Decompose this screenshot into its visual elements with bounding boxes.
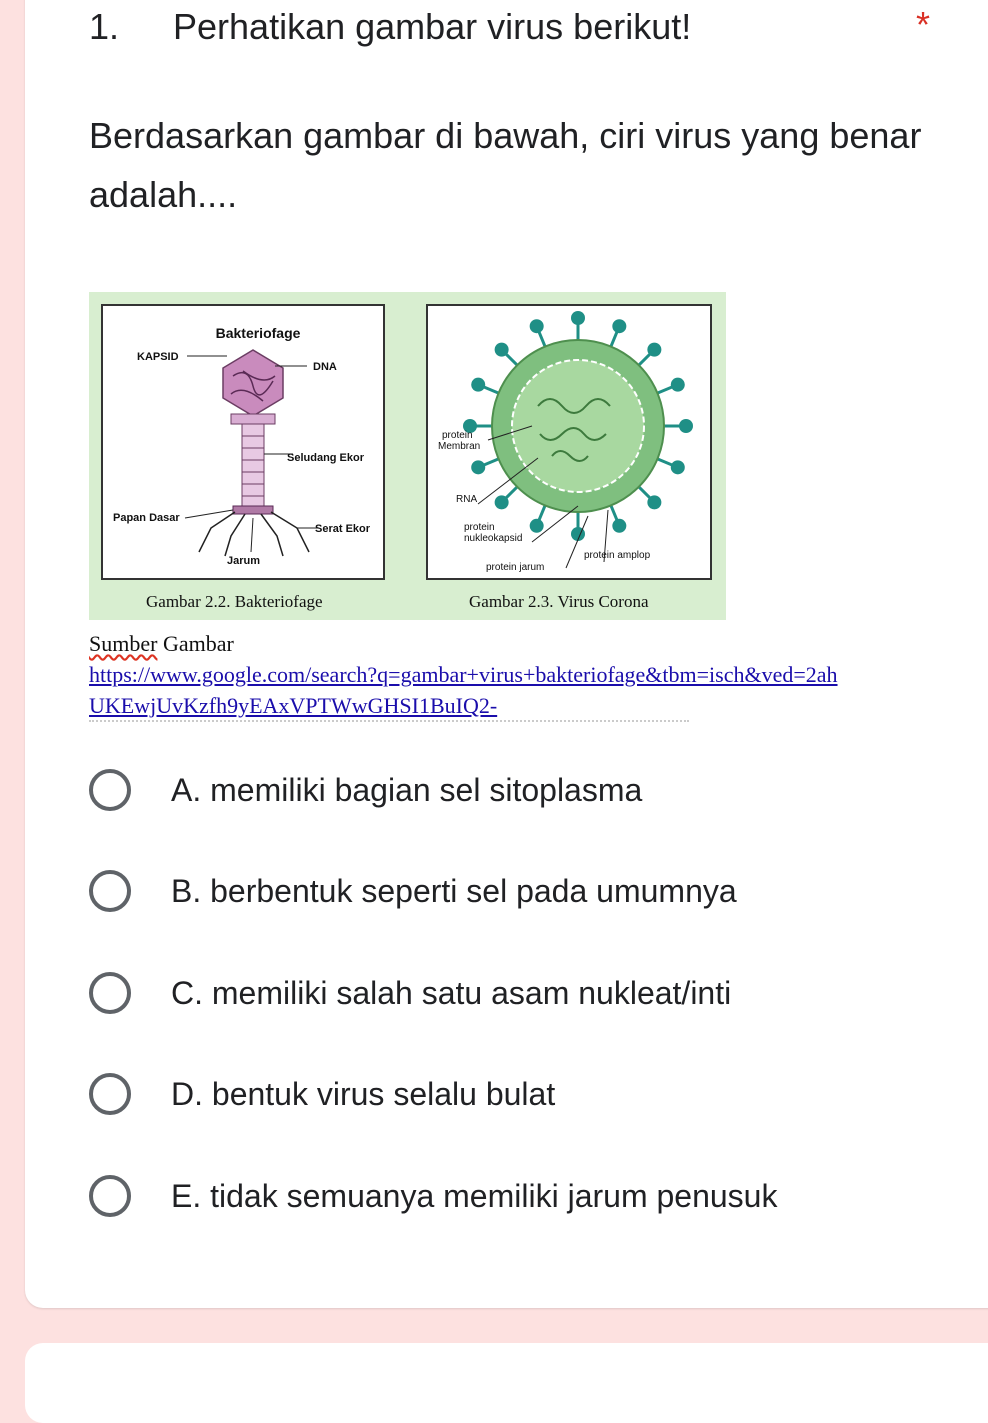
option-b[interactable]: [89, 863, 737, 919]
option-e[interactable]: [89, 1168, 777, 1224]
option-label: D. bentuk virus selalu bulat: [171, 1075, 556, 1112]
spike-head: [471, 378, 485, 392]
bacteriophage-panel: [101, 304, 385, 580]
radio-button[interactable]: [89, 972, 131, 1014]
label-protein-membran-1: protein: [442, 430, 473, 441]
label-jarum: Jarum: [227, 555, 261, 567]
bacteriophage-title: Bakteriofage: [215, 325, 301, 341]
label-papan-dasar: Papan Dasar: [113, 512, 180, 524]
spike-head: [671, 460, 685, 474]
source-link-line-1[interactable]: https://www.google.com/search?q=gambar+virus+bakteriofage&tbm=isch&ved=2ah: [89, 662, 838, 687]
source-label-rest: Gambar: [157, 631, 234, 656]
spike-head: [671, 378, 685, 392]
question-description: Berdasarkan gambar di bawah, ciri virus yang benar adalah....: [89, 115, 922, 215]
spike-head: [530, 519, 544, 533]
tail-fiber: [199, 512, 235, 552]
radio-button[interactable]: [89, 769, 131, 811]
spike-head: [495, 495, 509, 509]
source-label-word: Sumber: [89, 631, 158, 656]
question-image: [89, 292, 726, 620]
spike-head: [571, 311, 585, 325]
base-plate-shape: [233, 506, 273, 514]
spike-head: [612, 519, 626, 533]
label-rna: RNA: [456, 494, 478, 505]
option-a[interactable]: [89, 762, 642, 818]
radio-button[interactable]: [89, 1073, 131, 1115]
cropped-text-line: [89, 720, 689, 756]
label-serat-ekor: Serat Ekor: [315, 523, 371, 535]
corona-diagram: [428, 306, 710, 578]
next-question-card: [25, 1343, 988, 1423]
label-kapsid: KAPSID: [137, 351, 179, 363]
spike-head: [495, 343, 509, 357]
option-c[interactable]: [89, 965, 731, 1021]
image-source: [89, 628, 949, 721]
collar-shape: [231, 414, 275, 424]
required-marker: *: [916, 4, 931, 45]
option-label: E. tidak semuanya memiliki jarum penusuk: [171, 1177, 778, 1214]
spike-head: [647, 495, 661, 509]
spike-head: [679, 419, 693, 433]
radio-button[interactable]: [89, 870, 131, 912]
label-seludang-ekor: Seludang Ekor: [287, 452, 365, 464]
source-link-line-2[interactable]: UKEwjUvKzfh9yEAxVPTWwGHSI1BuIQ2-: [89, 693, 498, 718]
label-dna: DNA: [313, 361, 337, 373]
corona-panel: [426, 304, 712, 580]
label-protein-jarum: protein jarum: [486, 562, 545, 573]
label-protein-amplop: protein amplop: [584, 550, 651, 561]
radio-button[interactable]: [89, 1175, 131, 1217]
option-label: A. memiliki bagian sel sitoplasma: [171, 771, 643, 808]
option-d[interactable]: [89, 1066, 555, 1122]
option-label: C. memiliki salah satu asam nukleat/inti: [171, 974, 732, 1011]
spike-head: [471, 460, 485, 474]
spike-head: [612, 319, 626, 333]
caption-corona: Gambar 2.3. Virus Corona: [469, 592, 649, 611]
label-protein-membran-2: Membran: [438, 441, 481, 452]
label-nukleokapsid-2: nukleokapsid: [464, 533, 523, 544]
question-number: 1.: [89, 6, 120, 47]
caption-bacteriophage: Gambar 2.2. Bakteriofage: [146, 592, 323, 611]
bacteriophage-diagram: [103, 306, 383, 578]
question-title: Perhatikan gambar virus berikut!: [173, 6, 692, 47]
spike-head: [647, 343, 661, 357]
option-label: B. berbentuk seperti sel pada umumnya: [171, 872, 737, 909]
label-nukleokapsid-1: protein: [464, 522, 495, 533]
capsid-shape: [223, 350, 283, 416]
spike-head: [530, 319, 544, 333]
